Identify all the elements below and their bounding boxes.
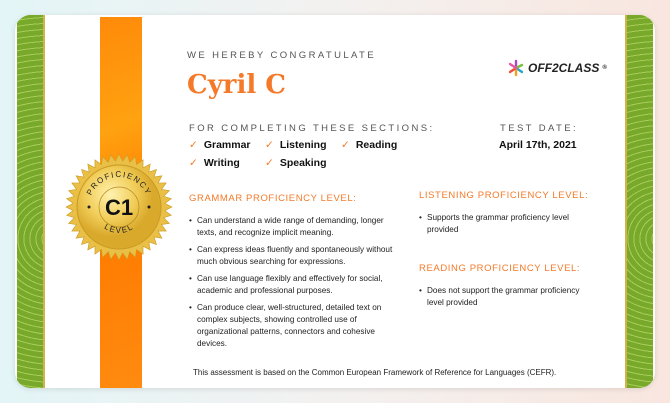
section-grammar (189, 139, 251, 151)
grammar-list (189, 215, 404, 355)
list-item: • Does not support the grammar proficiency level provided (419, 285, 594, 309)
sections-label: FOR COMPLETING THESE SECTIONS: (189, 123, 435, 134)
check-icon: ✓ (265, 157, 274, 169)
check-icon: ✓ (189, 157, 198, 169)
section-label: Writing (203, 157, 240, 169)
listening-list (419, 212, 589, 241)
section-label: Reading (355, 139, 398, 151)
reading-list (419, 285, 594, 314)
section-listening (265, 139, 326, 151)
seal-top-text: PROFICIENCY (84, 170, 154, 197)
reading-heading: READING PROFICIENCY LEVEL: (419, 263, 581, 274)
registered-mark: ® (602, 65, 607, 71)
left-border-decoration (17, 15, 45, 388)
listening-heading: LISTENING PROFICIENCY LEVEL: (419, 190, 589, 201)
check-icon: ✓ (189, 139, 198, 151)
logo-flower-icon (507, 59, 525, 77)
right-border-decoration (625, 15, 653, 388)
proficiency-seal (65, 153, 173, 261)
certificate (15, 15, 655, 388)
check-icon: ✓ (341, 139, 350, 151)
section-writing (189, 157, 240, 169)
list-item: • Can understand a wide range of demanding, longer texts, and recognize implicit meaning. (189, 215, 404, 239)
grammar-heading: GRAMMAR PROFICIENCY LEVEL: (189, 193, 357, 204)
seal-bottom-text: LEVEL (102, 222, 136, 235)
list-item: • Can produce clear, well-structured, detailed text on complex subjects, showing controlled use of organizational patterns, connectors and cohesive devices. (189, 302, 404, 350)
section-label: Grammar (203, 139, 251, 151)
section-label: Speaking (279, 157, 327, 169)
check-icon: ✓ (265, 139, 274, 151)
section-speaking (265, 157, 327, 169)
logo-text: OFF2CLASS (528, 61, 600, 75)
congratulate-label: WE HEREBY CONGRATULATE (187, 50, 376, 61)
off2class-logo (507, 59, 607, 77)
list-item: • Can use language flexibly and effectively for social, academic and professional purposes. (189, 273, 404, 297)
recipient-name: Cyril C (187, 70, 286, 100)
section-label: Listening (279, 139, 327, 151)
test-date-label: TEST DATE: (500, 123, 579, 134)
test-date-value: April 17th, 2021 (499, 139, 577, 151)
list-item: • Supports the grammar proficiency level provided (419, 212, 589, 236)
section-reading (341, 139, 397, 151)
list-item: • Can express ideas fluently and spontaneously without much obvious searching for expressions. (189, 244, 404, 268)
cefr-footer: This assessment is based on the Common European Framework of Reference for Languages (CEFR). (193, 368, 557, 377)
seal-level: C1 (104, 195, 134, 220)
